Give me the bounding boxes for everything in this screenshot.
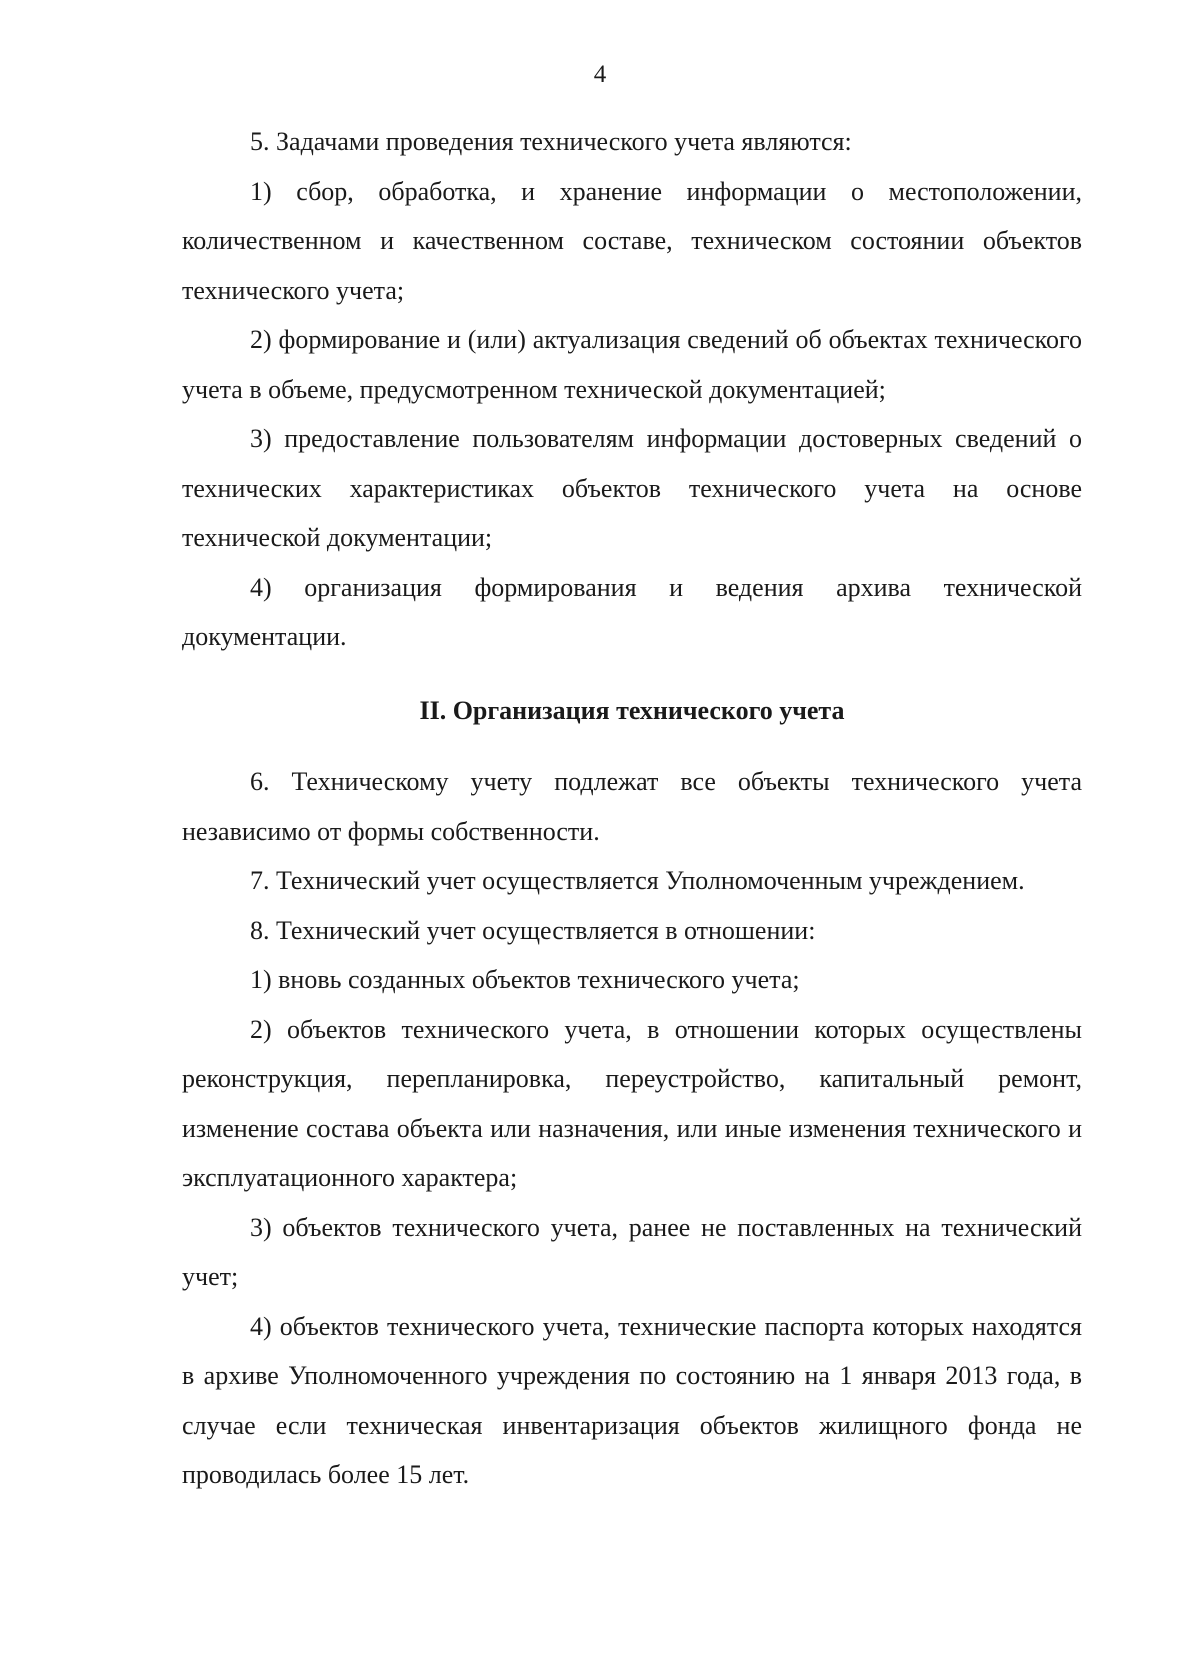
paragraph-5-item-3: 3) предоставление пользователям информации достоверных сведений о технических характеристиках объектов технического учета на основе технической документации;: [182, 424, 1082, 552]
page-number: 4: [593, 61, 607, 88]
paragraph-5-item-1: 1) сбор, обработка, и хранение информации о местоположении, количественном и качественном составе, техническом состоянии объектов технического учета;: [182, 176, 1082, 305]
paragraph-5-item-2: 2) формирование и (или) актуализация сведений об объектах технического учета в объеме, предусмотренном технической документацией;: [182, 325, 1082, 404]
paragraph-8-item-1: 1) вновь созданных объектов технического учета;: [250, 965, 800, 994]
paragraph-7: 7. Технический учет осуществляется Уполномоченным учреждением.: [250, 866, 1025, 895]
paragraph-8: 8. Технический учет осуществляется в отношении:: [250, 915, 816, 945]
paragraph-8-item-3: 3) объектов технического учета, ранее не поставленных на технический учет;: [182, 1212, 1082, 1291]
paragraph-8-item-2: 2) объектов технического учета, в отношении которых осуществлены реконструкция, перепланировка, переустройство, капитальный ремонт, изменение состава объекта или назначения, или иные изменения технического и эксплуатационного характера;: [182, 1014, 1082, 1192]
paragraph-8-item-4: 4) объектов технического учета, технические паспорта которых находятся в архиве Уполномоченного учреждения по состоянию на 1 января 2013 года, в случае если техническая инвентаризация объектов жилищного фонда не проводилась более 15 лет.: [182, 1311, 1082, 1489]
document-body: [182, 117, 1082, 1500]
paragraph-6: 6. Техническому учету подлежат все объекты технического учета независимо от формы собственности.: [182, 767, 1082, 846]
section-heading: II. Организация технического учета: [419, 695, 845, 725]
paragraph-5: 5. Задачами проведения технического учета являются:: [250, 127, 852, 156]
paragraph-5-item-4: 4) организация формирования и ведения архива технической документации.: [182, 572, 1082, 651]
